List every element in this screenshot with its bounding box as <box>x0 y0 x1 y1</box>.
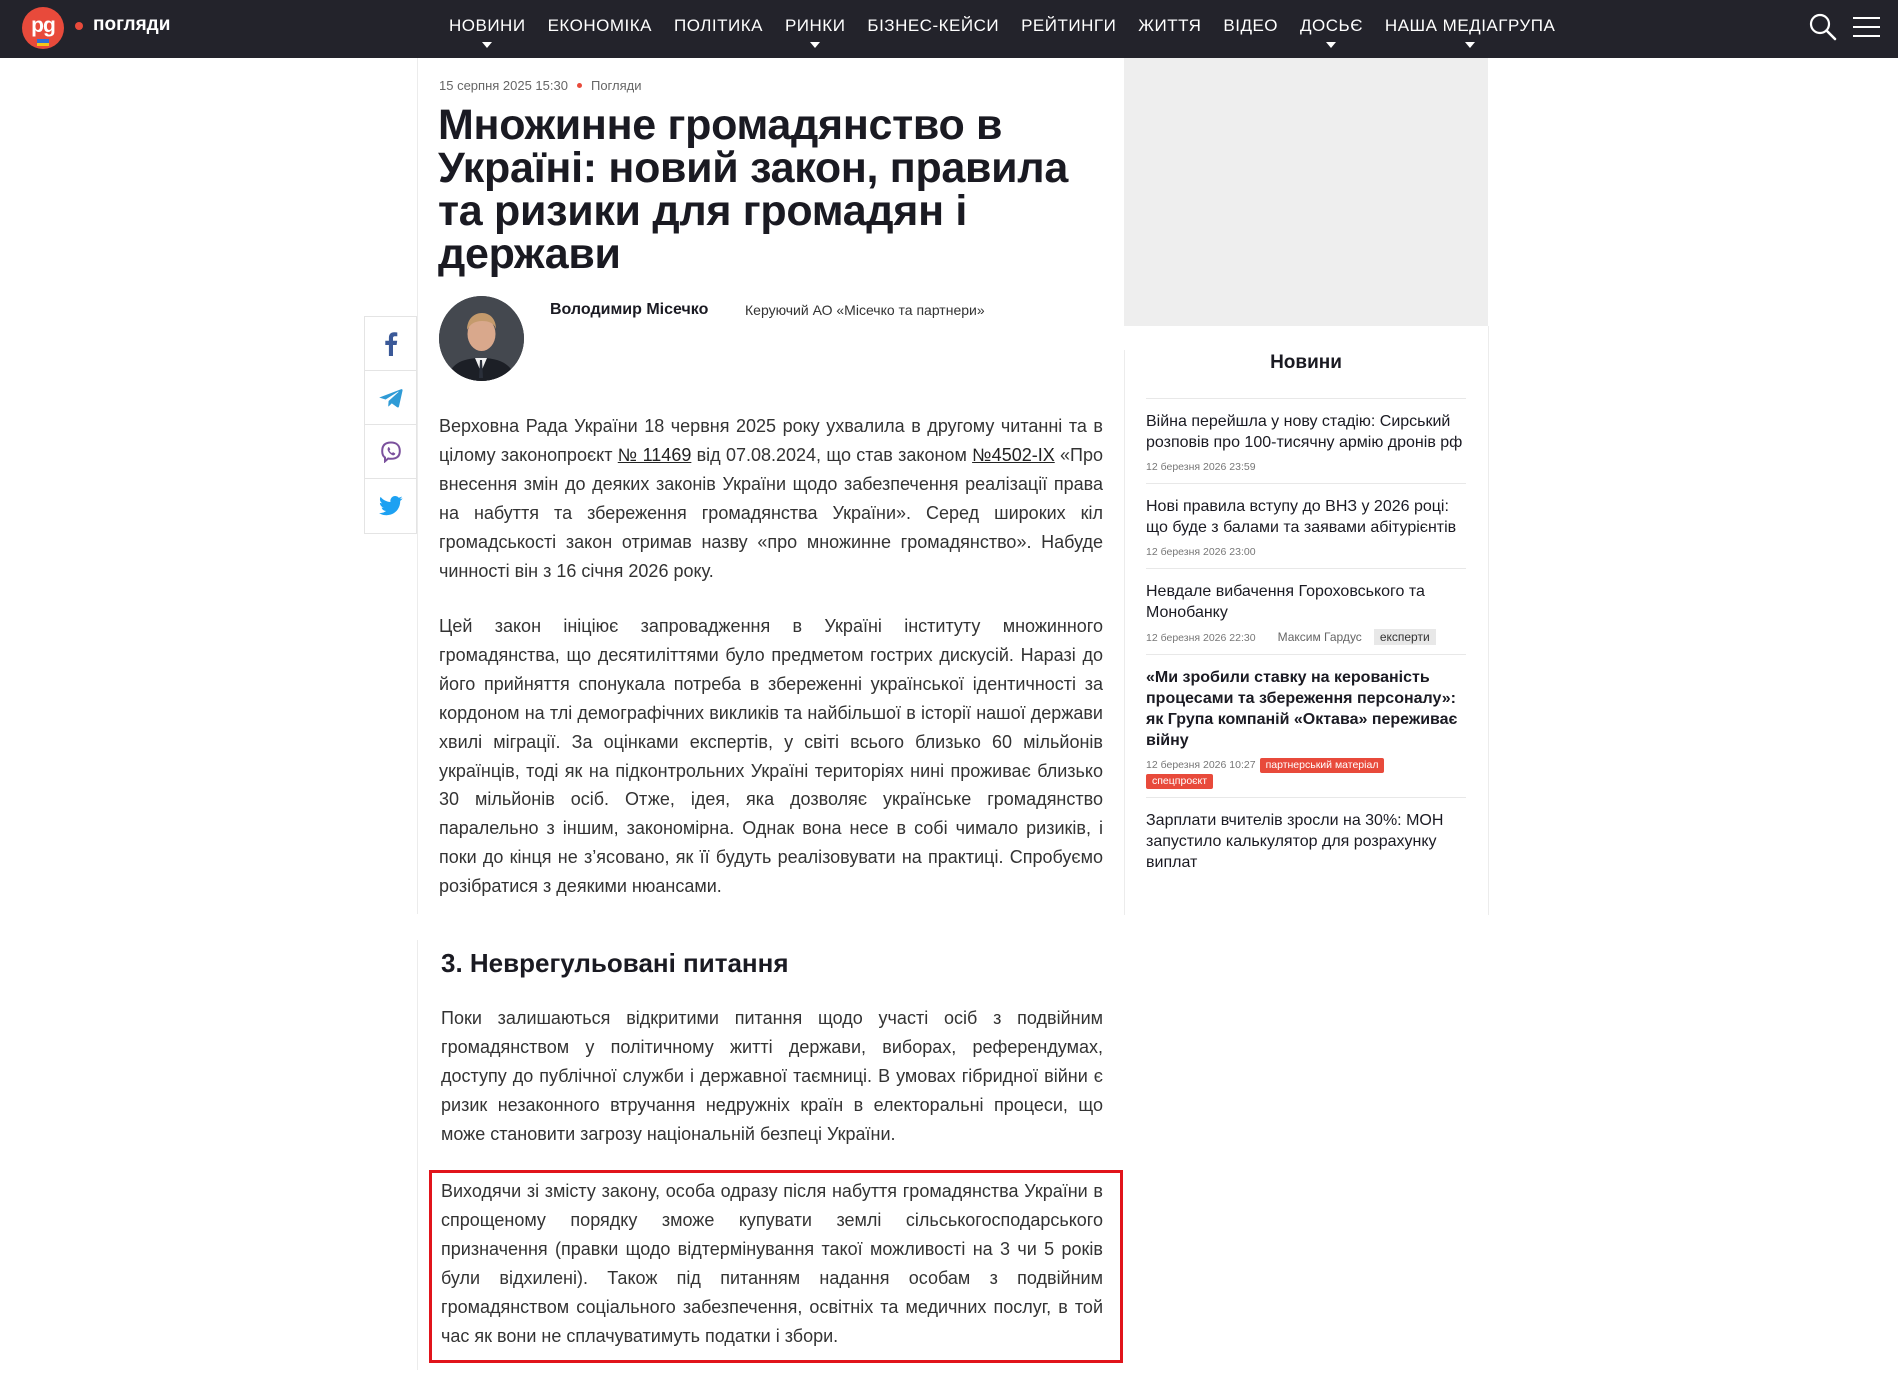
site-logo[interactable] <box>22 7 64 49</box>
news-item-time: 12 березня 2026 23:59 <box>1146 461 1256 473</box>
article-title: Множинне громадянство в Україні: новий закон, правила та ризики для громадян і держави <box>438 101 1068 278</box>
separator-dot-icon <box>577 83 582 88</box>
ad-placeholder <box>1124 58 1488 326</box>
telegram-icon[interactable] <box>365 371 416 425</box>
column-divider <box>417 58 418 914</box>
author-role: Керуючий АО «Місечко та партнери» <box>745 302 985 318</box>
facebook-icon[interactable] <box>365 317 416 371</box>
bill-link[interactable]: № 11469 <box>617 444 692 465</box>
nav-item-life[interactable]: ЖИТТЯ <box>1138 16 1202 35</box>
section-name[interactable]: погляди <box>93 14 171 35</box>
news-item-title[interactable]: «Ми зробили ставку на керованість процесами та збереження персоналу»: як Група компаній «Октава» переживає війну <box>1146 669 1458 749</box>
article-paragraph: Верховна Рада України 18 червня 2025 року ухвалила в другому читанні та в цілому законопроєкт № 11469 від 07.08.2024, що став законом №4502-IX «Про внесення змін до деяких законів України щодо забезпечення реалізації права на набуття та збереження громадянства України». Серед широких кіл громадськості закон отримав назву «про множинне громадянство». Набуде чинності він з 16 січня 2026 року. <box>439 416 1103 581</box>
news-item-title[interactable]: Зарплати вчителів зросли на 30%: МОН запустило калькулятор для розрахунку виплат <box>1146 812 1444 871</box>
twitter-icon[interactable] <box>365 479 416 533</box>
nav-item-dossier[interactable]: ДОСЬЄ <box>1289 0 1374 58</box>
column-divider <box>417 940 418 1370</box>
news-item[interactable] <box>1146 483 1466 568</box>
highlighted-paragraph: Виходячи зі змісту закону, особа одразу після набуття громадянства України в спрощеному порядку зможе купувати землі сільськогосподарського призначення (правки щодо відтермінування такої можливості на 3 чи 5 років були відхилені). Також під питанням надання особам з подвійним громадянством соціального забезпечення, освітніх та медичних послуг, в той час як вони не сплачуватимуть податки і збори. <box>441 1181 1103 1346</box>
chevron-down-icon <box>482 42 492 48</box>
sidebar-news-title: Новини <box>1270 352 1342 373</box>
article-paragraph: Цей закон ініціює запровадження в Україні інституту множинного громадянства, що десятиліттями було предметом гострих дискусій. Наразі до його прийняття спонукала потреба в збереженні української ідентичності за кордоном на тлі демографічних викликів та найбільшої в історії нашої держави хвилі міграції. За оцінками експертів, у світі всього близько 60 мільйонів українців, тоді як на підконтрольних Україні територіях нині проживає близько 30 мільйонів осіб. Отже, ідея, яка дозволяє українське громадянство паралельно з іншим, закономірна. Однак вона несе в собі чимало ризиків, і поки до кінця не з’ясовано, як її будуть реалізовувати на практиці. Спробуємо розібратися з деякими нюансами. <box>439 616 1103 897</box>
chevron-down-icon <box>1465 42 1475 48</box>
sidebar-divider <box>1488 326 1489 915</box>
nav-item-ratings[interactable]: РЕЙТИНГИ <box>1021 16 1117 35</box>
nav-item-our-mediagroup[interactable]: НАША МЕДІАГРУПА <box>1374 0 1566 58</box>
news-item-time: 12 березня 2026 22:30 <box>1146 632 1256 644</box>
special-project-badge: спецпроєкт <box>1146 774 1213 789</box>
menu-icon[interactable] <box>1853 17 1880 37</box>
nav-item-video[interactable]: ВІДЕО <box>1223 16 1279 35</box>
nav-item-business-cases[interactable]: БІЗНЕС-КЕЙСИ <box>867 16 1000 35</box>
nav-item-markets[interactable]: РИНКИ <box>774 0 856 58</box>
news-item-meta <box>1146 757 1466 789</box>
news-item-time: 12 березня 2026 10:27 <box>1146 759 1256 771</box>
share-bar <box>364 316 417 534</box>
news-item-meta <box>1146 629 1466 646</box>
logo-text: pg <box>31 14 55 37</box>
news-item-title[interactable]: Війна перейшла у нову стадію: Сирський розповів про 100-тисячну армію дронів рф <box>1146 413 1463 451</box>
news-item-time: 12 березня 2026 23:00 <box>1146 546 1256 558</box>
sidebar-divider <box>1124 350 1125 915</box>
section-heading: 3. Неврегульовані питання <box>441 948 789 978</box>
section-dot-icon <box>75 22 83 30</box>
news-item-author[interactable]: Максим Гардус <box>1277 630 1362 644</box>
chevron-down-icon <box>810 42 820 48</box>
article-paragraph: Поки залишаються відкритими питання щодо участі осіб з подвійним громадянством у політичному житті держави, виборах, референдумах, доступу до публічної служби і державної таємниці. В умовах гібридної війни є ризик незаконного втручання недружніх країн в електоральні процеси, що може становити загрозу національній безпеці України. <box>441 1008 1103 1144</box>
chevron-down-icon <box>1326 42 1336 48</box>
news-item-title[interactable]: Невдале вибачення Гороховського та Монобанку <box>1146 583 1425 621</box>
author-avatar[interactable] <box>439 296 524 381</box>
viber-icon[interactable] <box>365 425 416 479</box>
news-item[interactable] <box>1146 797 1466 881</box>
nav-item-economy[interactable]: ЕКОНОМІКА <box>547 16 652 35</box>
news-item-title[interactable]: Нові правила вступу до ВНЗ у 2026 році: що буде з балами та заявами абітурієнтів <box>1146 498 1457 536</box>
news-item[interactable] <box>1146 398 1466 483</box>
search-icon[interactable] <box>1808 12 1838 42</box>
article-category[interactable]: Погляди <box>590 78 642 93</box>
article-meta <box>439 78 641 93</box>
news-item-tag[interactable]: експерти <box>1374 629 1436 645</box>
news-item[interactable] <box>1146 654 1466 797</box>
main-nav <box>438 0 1566 58</box>
article-date: 15 серпня 2025 15:30 <box>439 78 568 93</box>
news-list <box>1146 398 1466 881</box>
ukraine-flag-icon <box>37 39 49 46</box>
law-link[interactable]: №4502-IX <box>972 444 1055 465</box>
author-name[interactable]: Володимир Місечко <box>550 301 709 318</box>
top-navigation-bar <box>0 0 1898 58</box>
news-item[interactable] <box>1146 568 1466 654</box>
nav-item-news[interactable]: НОВИНИ <box>438 0 537 58</box>
nav-item-politics[interactable]: ПОЛІТИКА <box>673 16 763 35</box>
partner-material-badge: партнерський матеріал <box>1260 758 1385 773</box>
